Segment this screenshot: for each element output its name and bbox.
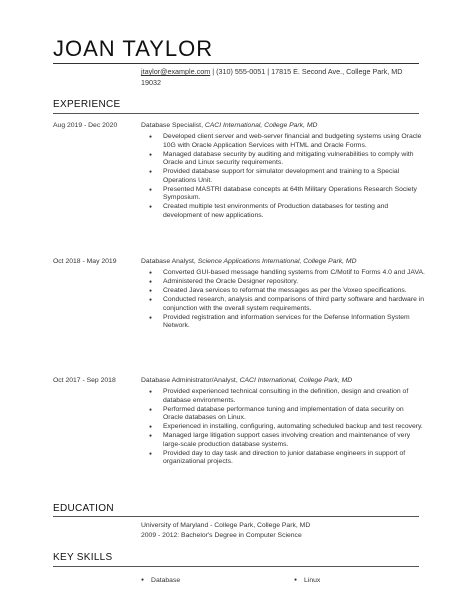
job-dates: Aug 2019 - Dec 2020 bbox=[53, 122, 118, 129]
job-title-line bbox=[141, 258, 357, 265]
skills-divider bbox=[53, 566, 419, 567]
list-item: ● Performed database performance tuning and implementation of data security on Oracle databases on Linux. bbox=[155, 406, 425, 423]
contact-separator: | bbox=[212, 67, 217, 76]
experience-heading: EXPERIENCE bbox=[53, 99, 121, 110]
email-link[interactable]: jtaylor@example.com bbox=[141, 67, 211, 76]
list-item: ● Administered the Oracle Designer repository. bbox=[155, 278, 425, 287]
list-item: ● Managed database security by auditing and mitigating vulnerabilities to comply with Oracle and Linux security requirements. bbox=[155, 151, 425, 168]
list-item: ● Converted GUI-based message handling systems from C/Motif to Forms 4.0 and JAVA. bbox=[155, 269, 425, 278]
list-item: ● Managed large litigation support cases involving creation and maintenance of very large-scale production database systems. bbox=[155, 432, 425, 449]
list-item: ● Developed client server and web-server financial and budgeting systems using Oracle 10G with Oracle Application Services with HTML and Oracle Forms. bbox=[155, 133, 425, 150]
education-entry bbox=[141, 521, 310, 541]
job-company: CACI International, College Park, MD bbox=[239, 377, 353, 384]
list-item: ● Provided day to day task and direction to junior database engineers in support of organizational projects. bbox=[155, 450, 425, 467]
job-title: Database Administrator/Analyst, bbox=[141, 377, 238, 384]
list-item: ● Conducted research, analysis and comparisons of third party software and hardware in conjunction with the overall system requirements. bbox=[155, 296, 425, 313]
job-company: Science Applications International, College Park, MD bbox=[197, 258, 357, 265]
education-school: University of Maryland - College Park, College Park, MD bbox=[141, 522, 311, 529]
job-bullets bbox=[155, 388, 425, 467]
job-dates: Oct 2017 - Sep 2018 bbox=[53, 377, 116, 384]
experience-divider bbox=[53, 113, 419, 114]
list-item: ● Provided experienced technical consulting in the definition, design and creation of database environments. bbox=[155, 388, 425, 405]
education-heading: EDUCATION bbox=[53, 503, 114, 514]
job-dates: Oct 2018 - May 2019 bbox=[53, 258, 117, 265]
list-item: ● Experienced in installing, configuring, automating scheduled backup and test recovery. bbox=[155, 423, 425, 432]
list-item: ● Created multiple test environments of Production databases for testing and development of new applications. bbox=[155, 203, 425, 220]
list-item: ● Presented MASTRI database concepts at 64th Military Operations Research Society Symposium. bbox=[155, 186, 425, 203]
skills-heading: KEY SKILLS bbox=[53, 552, 113, 563]
skill-item: ● Linux bbox=[294, 577, 320, 584]
education-degree: 2009 - 2012: Bachelor's Degree in Computer Science bbox=[141, 532, 302, 539]
address-line-2: 19032 bbox=[141, 77, 161, 87]
address-line-1: 17815 E. Second Ave., College Park, MD bbox=[271, 67, 403, 76]
job-bullets bbox=[155, 269, 425, 331]
job-company: CACI International, College Park, MD bbox=[204, 122, 318, 129]
education-divider bbox=[53, 516, 419, 517]
candidate-name: JOAN TAYLOR bbox=[53, 36, 214, 61]
skill-item: ● Database bbox=[141, 577, 180, 584]
name-divider bbox=[53, 63, 419, 64]
list-item: ● Provided registration and information services for the Defense Information System Network. bbox=[155, 314, 425, 331]
job-title: Database Specialist, bbox=[141, 122, 203, 129]
job-bullets bbox=[155, 133, 425, 221]
list-item: ● Provided database support for simulator development and training to a Special Operations Unit. bbox=[155, 168, 425, 185]
contact-info bbox=[141, 67, 421, 88]
list-item: ● Created Java services to reformat the messages as per the Voxeo specifications. bbox=[155, 287, 425, 296]
job-title: Database Analyst, bbox=[141, 258, 196, 265]
contact-separator: | bbox=[267, 67, 272, 76]
job-title-line bbox=[141, 122, 317, 129]
phone-number: (310) 555-0051 bbox=[216, 67, 266, 76]
job-title-line bbox=[141, 377, 352, 384]
